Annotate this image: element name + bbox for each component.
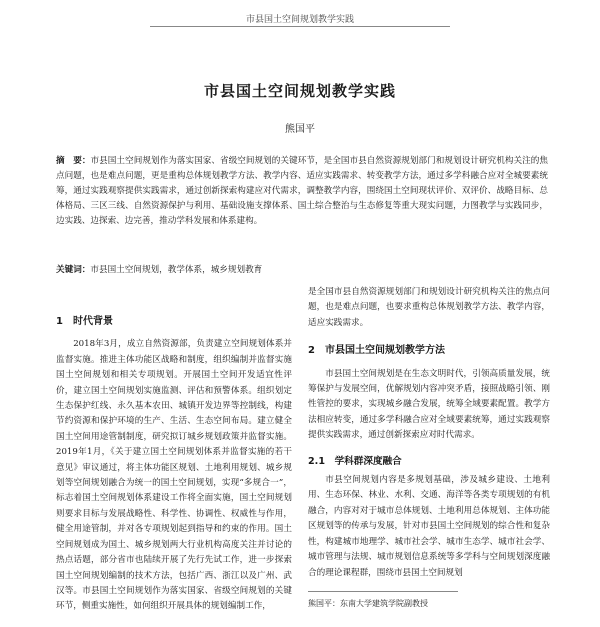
author-name: 熊国平 [285,124,315,135]
keywords-text: 市县国土空间规划，教学体系，城乡规划教育 [90,265,263,275]
running-header-text: 市县国土空间规划教学实践 [245,15,354,25]
abstract-label: 摘 要： [56,156,91,166]
article-title: 市县国土空间规划教学实践 [203,82,396,100]
footnote-rule [308,591,458,592]
subsection-2-1-paragraph: 市县空间规划内容是多规划基础，涉及城乡建设、土地利用、生态环保、林业、水利、交通、海洋等各类专项规划的有机融合，内容对对于城市总体规划、土地利用总体规划、主体功能区规划等的传承与发展，针对市县国土空间规划的综合性和复杂性，构建城市地理学、城市社会学、城市生态学、城市社会学、城市管理与法规、城市规划信息系统等多学科与空间规划深度融合的理论课程群，围绕市县国土空间规划 [308,475,550,578]
continued-paragraph: 是全国市县自然资源规划部门和规划设计研究机构关注的焦点问题，也是难点问题，也要求重构总体规划教学方法、教学内容，适应实践需求。 [308,287,550,328]
header-rule [150,26,450,27]
abstract [56,154,548,229]
right-column [308,285,550,611]
left-column [56,314,292,615]
keywords-label: 关键词： [56,265,91,275]
subsection-heading-2-1: 2.1 学科群深度融合 [308,455,402,467]
author-footnote: 熊国平：东南大学建筑学院副教授 [308,598,428,608]
section-2-paragraph: 市县国土空间规划是在生态文明时代，引领高质量发展，统筹保护与发展空间，优解规划内容冲突矛盾，接照战略引领、刚性管控的要求，实现城乡融合发展，统筹全域要素配置。教学方法相应转变，通过多学科融合应对全域要素统筹，通过实践观察提供实践需求，通过创新探索应对时代需求。 [308,368,550,441]
section-heading-2: 2 市县国土空间规划教学方法 [308,345,445,357]
keywords [56,263,548,278]
running-header [0,0,600,30]
section-1-paragraph: 2018年3月，成立自然资源部，负责建立空间规划体系并监督实施。推进主体功能区战略和制度，组织编制并监督实施国土空间规划和相关专项规划。开展国土空间开发适宜性评价，建立国土空间规划实施监测、评估和预警体系。组织划定生态保护红线、永久基本农田、城镇开发边界等控制线，构建节约资源和保护环境的生产、生活、生态空间布局。建立健全国土空间用途管制制度，研究拟订城乡规划政策并监督实施。2019年1月，《关于建立国土空间规划体系并监督实施的若干意见》审议通过，将主体功能区规划、土地利用规划、城乡规划等空间规划融合为统一的国土空间规划，实现“多规合一”，标志着国土空间规划体系建设工作将全面实施，国土空间规划则要求目标与发展战略性、科学性、协调性、权威性与作用，健全用途管制，并对各专项规划起到指导和约束的作用。国土空间规划成为国土、城乡规划两大行业机构高度关注并讨论的热点话题，部分省市也陆续开展了先行先试工作，进一步探索国土空间规划编制的技术方法，包括广西、浙江以及广州、武汉等。市县国土空间规划作为落实国家、省级空间规划的关键环节，侧重实施性，如何组织开展具体的规划编制工作， [56,339,292,612]
section-heading-1: 1 时代背景 [56,316,113,327]
abstract-text: 市县国土空间规划作为落实国家、省级空间规划的关键环节，是全国市县自然资源规划部门和规划设计研究机构关注的焦点问题，也是难点问题，更是重构总体规划教学方法、教学内容、适应实践需求、转变教学方法，通过多学科融合应对全城要素统筹，通过实践观察提供实践需求，通过创新探索构建应对代需求，调整教学内容，围绕国土空间现状评价、双评价、战略目标、总体格局、三区三线、自然资源保护与利用、基础设施支撑体系、国土综合整治与生态修复等重大现实问题，力图教学与实践同步，边实践、边探索、边完善，推动学科发展和体系建构。 [56,156,548,226]
